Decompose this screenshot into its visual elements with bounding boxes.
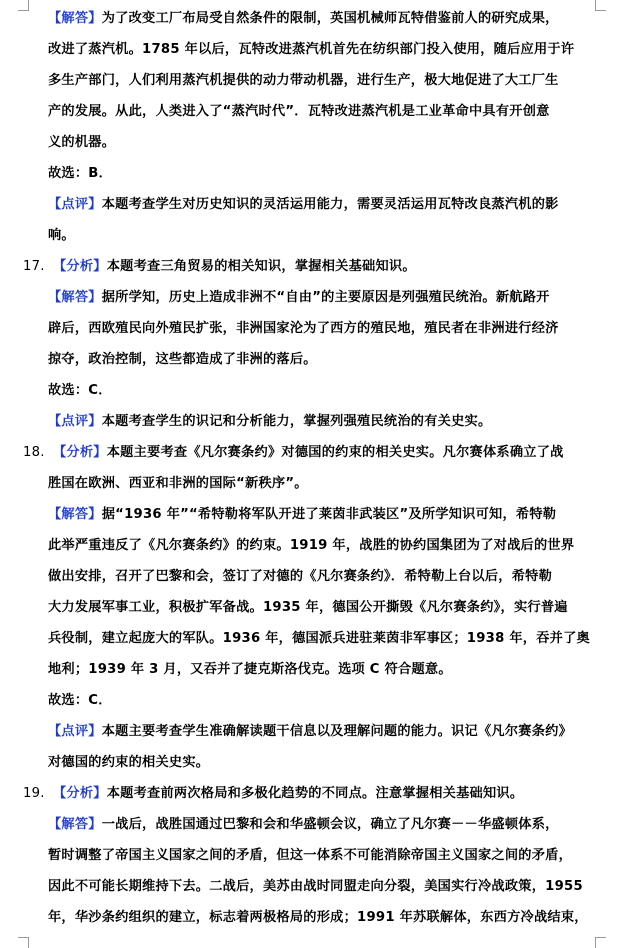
section-tag: 【分析】 — [53, 786, 107, 801]
line-text: 义的机器。 — [48, 135, 116, 150]
page-corner-mark — [18, 937, 29, 948]
text-line — [23, 344, 593, 375]
text-line — [23, 65, 593, 96]
line-text: 本题考查学生对历史知识的灵活运用能力，需要灵活运用瓦特改良蒸汽机的影 — [101, 197, 559, 212]
line-text: 多生产部门，人们利用蒸汽机提供的动力带动机器，进行生产，极大地促进了大工厂生 — [48, 73, 559, 88]
text-line — [23, 592, 593, 623]
line-text: 胜国在欧洲、西亚和非洲的国际“新秩序”。 — [48, 476, 308, 491]
section-tag: 【分析】 — [53, 445, 107, 460]
text-line — [23, 127, 593, 158]
text-line — [23, 313, 593, 344]
line-text: 本题考查三角贸易的相关知识，掌握相关基础知识。 — [106, 259, 416, 274]
line-text: 本题考查前两次格局和多极化趋势的不同点。注意掌握相关基础知识。 — [106, 786, 524, 801]
line-text: 据所学知，历史上造成非洲不“自由”的主要原因是列强殖民统治。新航路开 — [101, 290, 550, 305]
line-text: 因此不可能长期维持下去。二战后，美苏由战时同盟走向分裂，美国实行冷战政策，1955 — [48, 879, 583, 894]
line-text: 改进了蒸汽机。1785 年以后，瓦特改进蒸汽机首先在纺织部门投入使用，随后应用于许 — [48, 42, 575, 57]
line-text: 据“1936 年”“希特勒将军队开进了莱茵非武装区”及所学知识可知，希特勒 — [101, 507, 557, 522]
question-number: 19. — [23, 786, 45, 801]
line-text: 辟后，西欧殖民向外殖民扩张，非洲国家沦为了西方的殖民地，殖民者在非洲进行经济 — [48, 321, 559, 336]
line-text: 产的发展。从此，人类进入了“蒸汽时代”．瓦特改进蒸汽机是工业革命中具有开创意 — [48, 104, 550, 119]
text-line — [23, 158, 593, 189]
text-line — [23, 468, 593, 499]
text-line — [23, 34, 593, 65]
text-line — [23, 623, 593, 654]
section-tag: 【解答】 — [48, 11, 102, 26]
line-text: 地利；1939 年 3 月，又吞并了捷克斯洛伐克。选项 C 符合题意。 — [48, 662, 452, 677]
text-line — [23, 3, 593, 34]
text-line — [23, 437, 593, 468]
text-line — [23, 716, 593, 747]
page-corner-mark — [595, 0, 606, 11]
page-corner-mark — [595, 937, 606, 948]
section-tag: 【解答】 — [48, 817, 102, 832]
text-line — [23, 840, 593, 871]
text-line — [23, 871, 593, 902]
section-tag: 【点评】 — [48, 414, 102, 429]
text-line — [23, 561, 593, 592]
line-text: 本题主要考查学生准确解读题干信息以及理解问题的能力。识记《凡尔赛条约》 — [101, 724, 573, 739]
text-line — [23, 96, 593, 127]
text-line — [23, 251, 593, 282]
text-line — [23, 220, 593, 251]
text-line — [23, 654, 593, 685]
line-text: 年，华沙条约组织的建立，标志着两极格局的形成；1991 年苏联解体，东西方冷战结束， — [48, 910, 588, 925]
text-line — [23, 282, 593, 313]
question-number: 17. — [23, 259, 45, 274]
text-line — [23, 499, 593, 530]
line-text: 故选：B． — [48, 166, 113, 181]
line-text: 本题考查学生的识记和分析能力，掌握列强殖民统治的有关史实。 — [101, 414, 492, 429]
line-text: 本题主要考查《凡尔赛条约》对德国的约束的相关史实。凡尔赛体系确立了战 — [106, 445, 564, 460]
text-line — [23, 809, 593, 840]
section-tag: 【解答】 — [48, 290, 102, 305]
text-line — [23, 530, 593, 561]
text-line — [23, 778, 593, 809]
text-line — [23, 189, 593, 220]
line-text: 一战后，战胜国通过巴黎和会和华盛顿会议，确立了凡尔赛－－华盛顿体系， — [101, 817, 559, 832]
line-text: 做出安排，召开了巴黎和会，签订了对德的《凡尔赛条约》．希特勒上台以后，希特勒 — [48, 569, 553, 584]
text-line — [23, 406, 593, 437]
section-tag: 【解答】 — [48, 507, 102, 522]
line-text: 兵役制，建立起庞大的军队。1936 年，德国派兵进驻莱茵非军事区；1938 年，吞并了奥 — [48, 631, 590, 646]
document-body — [23, 3, 593, 933]
line-text: 对德国的约束的相关史实。 — [48, 755, 210, 770]
line-text: 掠夺，政治控制，这些都造成了非洲的落后。 — [48, 352, 317, 367]
section-tag: 【点评】 — [48, 724, 102, 739]
line-text: 大力发展军事工业，积极扩军备战。1935 年，德国公开撕毁《凡尔赛条约》，实行普遍 — [48, 600, 568, 615]
line-text: 此举严重违反了《凡尔赛条约》的约束。1919 年，战胜的协约国集团为了对战后的世界 — [48, 538, 575, 553]
text-line — [23, 902, 593, 933]
line-text: 响。 — [48, 228, 75, 243]
text-line — [23, 375, 593, 406]
line-text: 故选：C． — [48, 383, 112, 398]
line-text: 暂时调整了帝国主义国家之间的矛盾，但这一体系不可能消除帝国主义国家之间的矛盾， — [48, 848, 573, 863]
line-text: 为了改变工厂布局受自然条件的限制，英国机械师瓦特借鉴前人的研究成果， — [101, 11, 559, 26]
text-line — [23, 747, 593, 778]
section-tag: 【分析】 — [53, 259, 107, 274]
text-line — [23, 685, 593, 716]
section-tag: 【点评】 — [48, 197, 102, 212]
question-number: 18. — [23, 445, 45, 460]
line-text: 故选：C． — [48, 693, 112, 708]
